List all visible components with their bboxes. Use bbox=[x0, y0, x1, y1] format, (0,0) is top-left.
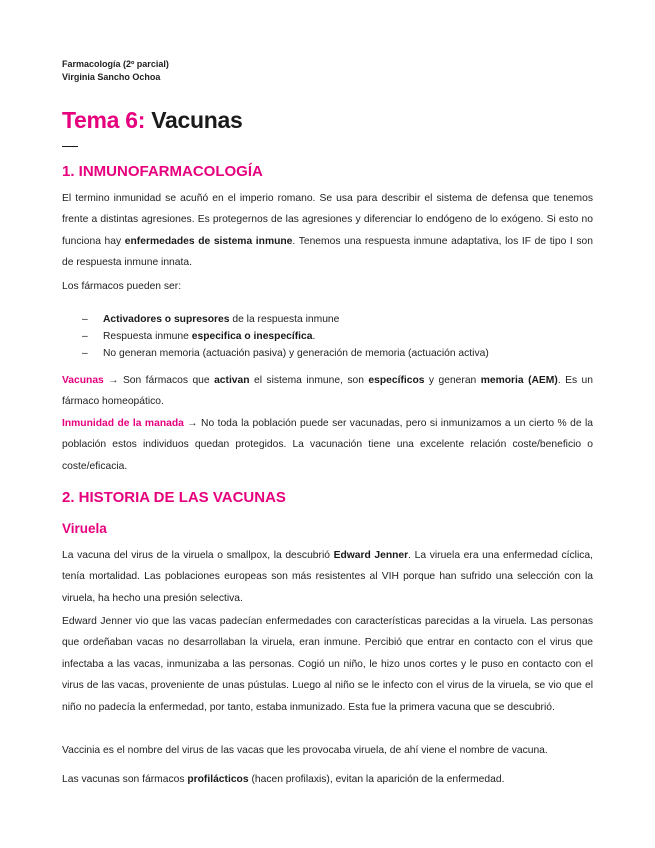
bullet-dash: – bbox=[82, 314, 88, 325]
text-run: . La viruela era una enfermedad cíclica, tenía mortalidad. Las poblaciones europeas son más resistentes al VIH porque han sufrido una selección con la viruela, ha hecho una presión selectiva. bbox=[62, 550, 593, 604]
paragraph-farmacos-intro: Los fármacos pueden ser: bbox=[62, 281, 182, 292]
text-run: (hacen profilaxis), evitan la aparición de la enfermedad. bbox=[248, 774, 505, 785]
bold-term: profilácticos bbox=[187, 774, 249, 785]
bold-term: especifica o inespecífica bbox=[191, 331, 313, 342]
text-run: . bbox=[312, 331, 316, 342]
text-run: → Son fármacos que bbox=[103, 375, 215, 386]
text-run: → No toda la población puede ser vacunadas, pero si inmunizamos a un cierto % de la población estos individuos quedan protegidos. La vacunación tiene una excelente relación coste/beneficio o coste/eficacia. bbox=[62, 418, 593, 472]
title-main: Vacunas bbox=[151, 107, 243, 133]
subheading-viruela: Viruela bbox=[62, 521, 107, 536]
text-run: el sistema inmune, son bbox=[249, 375, 369, 386]
bold-term: activan bbox=[214, 375, 250, 386]
text-run: Respuesta inmune bbox=[103, 331, 192, 342]
bold-term: enfermedades de sistema inmune bbox=[124, 235, 293, 247]
bold-term: específicos bbox=[368, 375, 425, 386]
paragraph-inmunidad-manada bbox=[62, 413, 593, 477]
text-run: No generan memoria (actuación pasiva) y generación de memoria (actuación activa) bbox=[103, 348, 489, 359]
section-heading-historia: 2. HISTORIA DE LAS VACUNAS bbox=[62, 489, 286, 506]
bullet-dash: – bbox=[82, 331, 88, 342]
text-run: . Es un fármaco homeopático. bbox=[62, 375, 593, 408]
text-run: El termino inmunidad se acuñó en el imperio romano. Se usa para describir el sistema de defensa que tenemos frente a distintas agresiones. Es protegernos de las agresiones y diferenciar lo endógeno de lo exógeno. Si esto no funciona hay bbox=[62, 193, 593, 247]
text-run: de la respuesta inmune bbox=[229, 314, 340, 325]
paragraph-vacunas bbox=[62, 370, 593, 413]
bold-term: Activadores o supresores bbox=[103, 314, 230, 325]
paragraph-vaccinia: Vaccinia es el nombre del virus de las vacas que les provocaba viruela, de ahí viene el nombre de vacuna. bbox=[62, 745, 548, 756]
paragraph-jenner-experiment: Edward Jenner vio que las vacas padecían enfermedades con características parecidas a la viruela. Las personas que ordeñaban vacas no desarrollaban la viruela, eran inmune. Percibió que entrar en contacto con el virus que infectaba a las vacas, inmunizaba a las personas. Cogió un niño, le hizo unos cortes y le puso en contacto con el virus de las vacas, proveniente de unas pústulas. Luego al niño se le infecto con el virus de la viruela, se vio que el niño no padecía la enfermedad, por tanto, estaba inmunizado. Esta fue la primera vacuna que se descubrió. bbox=[62, 616, 593, 713]
list-item bbox=[82, 345, 489, 362]
title-underline bbox=[62, 146, 78, 147]
highlight-term: Inmunidad de la manada bbox=[62, 418, 184, 429]
bold-term: memoria (AEM) bbox=[480, 375, 558, 386]
author-name: Virginia Sancho Ochoa bbox=[62, 72, 161, 82]
text-run: . Tenemos una respuesta inmune adaptativa, los IF de tipo I son de respuesta inmune innata. bbox=[62, 235, 593, 269]
section-heading-inmunofarmacologia: 1. INMUNOFARMACOLOGÍA bbox=[62, 163, 263, 180]
farmacos-list bbox=[82, 311, 489, 362]
paragraph-jenner bbox=[62, 545, 593, 609]
bullet-dash: – bbox=[82, 348, 88, 359]
list-item bbox=[82, 328, 489, 345]
text-run: Las vacunas son fármacos bbox=[62, 774, 188, 785]
title-prefix: Tema 6: bbox=[62, 107, 146, 133]
highlight-term: Vacunas bbox=[62, 375, 104, 386]
page-title bbox=[62, 106, 242, 134]
list-item bbox=[82, 311, 489, 328]
text-run: La vacuna del virus de la viruela o smallpox, la descubrió bbox=[62, 550, 334, 561]
paragraph-profilacticos bbox=[62, 769, 593, 790]
paragraph-inmunidad bbox=[62, 188, 593, 274]
course-name: Farmacología (2º parcial) bbox=[62, 59, 169, 69]
text-run: y generan bbox=[424, 375, 481, 386]
bold-term: Edward Jenner bbox=[333, 550, 409, 561]
